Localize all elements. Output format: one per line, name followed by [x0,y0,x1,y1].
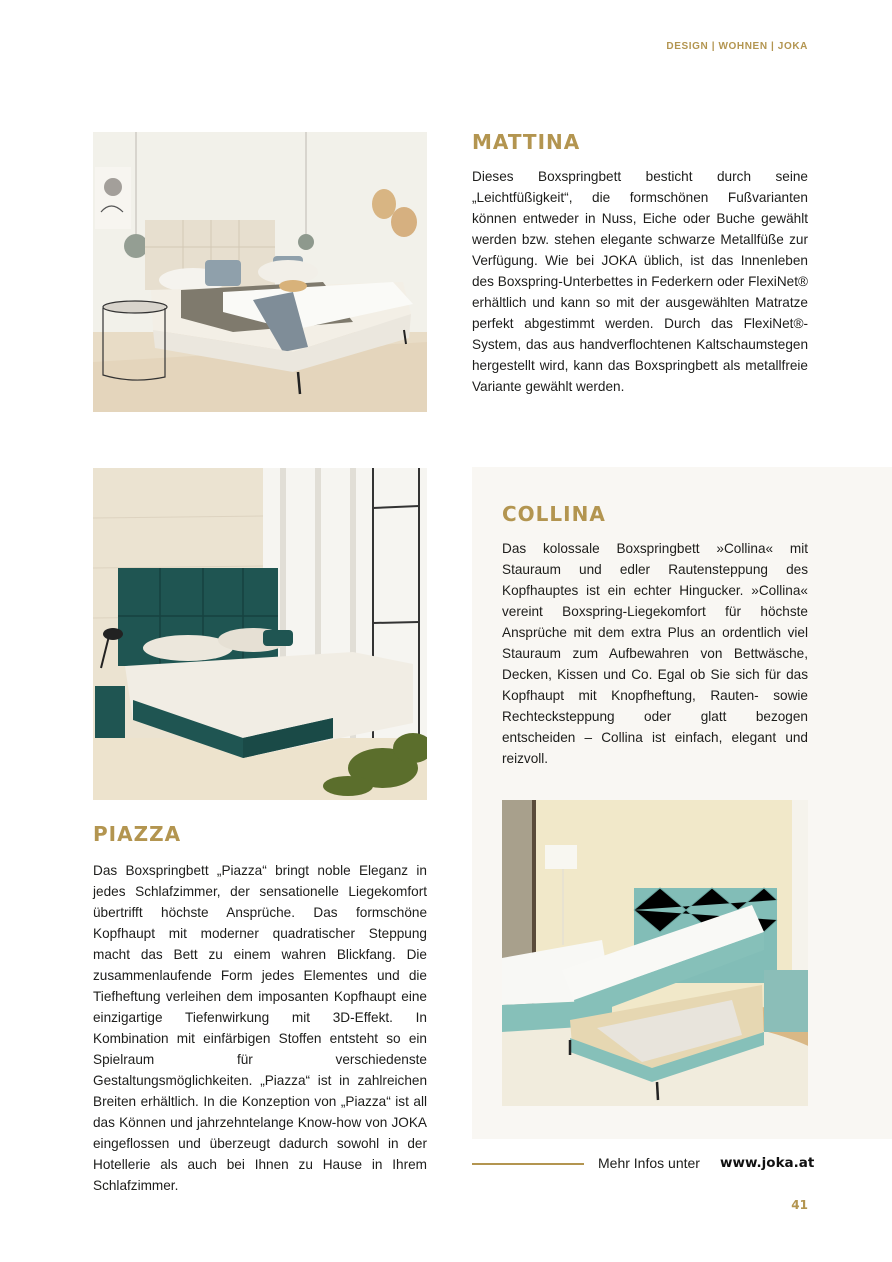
mattina-text: Dieses Boxspringbett besticht durch seine „Leichtfüßigkeit“, die formschönen Fußvarianten können entweder in Nuss, Eiche oder Buche gewählt werden bzw. stehen elegante schwarze Metallfüße zur Verfügung. Wie bei JOKA üblich, ist das Innenleben des Boxspring-Unterbettes in Federkern oder FlexiNet® erhältlich und kann so mit der ausgewählten Matratze perfekt abgestimmt werden. Durch das FlexiNet®-System, das aus handverflochtenen Kaltschaumstegen hergestellt wird, kann das Boxspringbett als metallfreie Variante gewählt werden. [472,169,808,394]
bed-photo-collina-icon [502,800,808,1106]
page-number: 41 [791,1198,808,1212]
mattina-bed-photo [93,132,427,412]
mattina-title: MATTINA [472,130,581,154]
collina-title: COLLINA [502,502,606,526]
piazza-text: Das Boxspringbett „Piazza“ bringt noble Eleganz in jedes Schlafzimmer, der sensationelle Liegekomfort übertrifft höchste Ansprüche. Das formschöne Kopfhaupt mit moderner quadratischer Steppung macht das Bett zu einem wahren Blickfang. Die zusammenlaufende Form jedes Elementes und die Tiefheftung verleihen dem imposanten Kopfhaupt eine einzigartige Tiefenwirkung mit 3D-Effekt. In Kombination mit einfärbigen Stoffen entsteht so ein Spielraum für verschiedenste Gestaltungsmöglichkeiten. „Piazza“ ist in zahlreichen Breiten erhältlich. In die Konzeption von „Piazza“ ist all das Können und jahrzehntelange Know-how von JOKA eingeflossen und überzeugt dadurch sowohl in der Hotellerie als auch bei Ihnen zu Hause in Ihrem Schlafzimmer. [93,863,427,1193]
collina-text: Das kolossale Boxspringbett »Collina« mit Stauraum und edler Rautensteppung des Kopfhauptes ist ein echter Hingucker. »Collina« vereint Boxspring-Liegekomfort für höchste Ansprüche mit dem extra Plus an ordentlich viel Stauraum zum Aufbewahren von Bettwäsche, Decken, Kissen und Co. Egal ob Sie sich für das Kopfhaupt mit Knopfheftung, Rauten- sowie Rechtecksteppung oder glatt bezogen entscheiden – Collina ist einfach, elegant und reizvoll. [502,541,808,766]
website-link[interactable]: www.joka.at [720,1155,815,1171]
section-tag: DESIGN | WOHNEN | JOKA [666,41,808,52]
bed-photo-mattina-icon [93,132,427,412]
piazza-title: PIAZZA [93,822,182,846]
bed-photo-piazza-icon [93,468,427,800]
footer-divider [472,1163,584,1165]
piazza-bed-photo [93,468,427,800]
more-info-label: Mehr Infos unter [598,1155,700,1171]
collina-bed-photo [502,800,808,1106]
